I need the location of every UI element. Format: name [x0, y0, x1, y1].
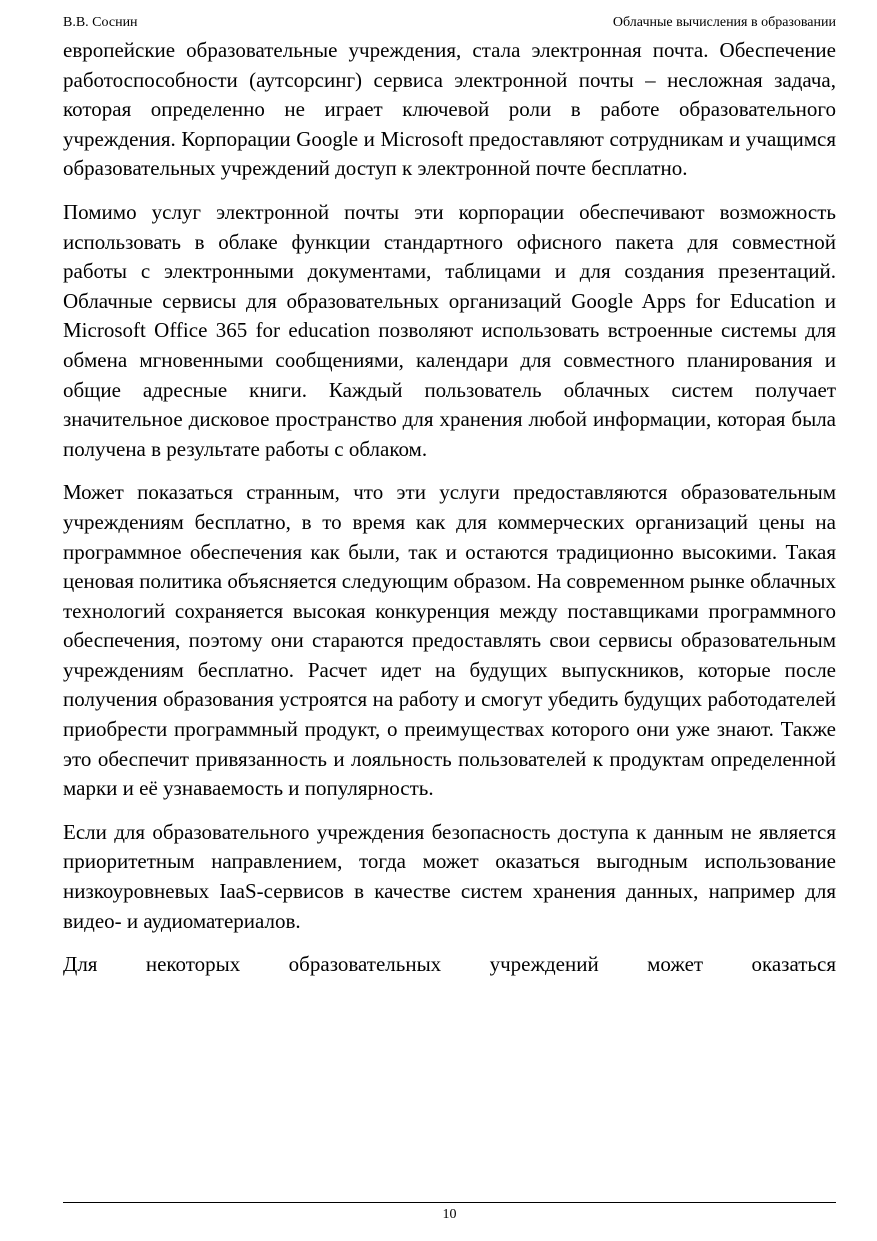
header-title: Облачные вычисления в образовании [612, 15, 836, 30]
footer-divider [63, 1202, 836, 1203]
paragraph-5: Для некоторых образовательных учреждений может оказаться [63, 952, 836, 977]
page-body [63, 36, 836, 994]
paragraph-3: Может показаться странным, что эти услуги предоставляются образовательным учреждениям бесплатно, в то время как для коммерческих организаций цены на программное обеспечения как были, так и остаются традиционно высокими. Такая ценовая политика объясняется следующим образом. На современном рынке облачных технологий сохраняется высокая конкуренция между поставщиками программного обеспечения, поэтому они стараются предоставлять свои сервисы образовательным учреждениям бесплатно. Расчет идет на будущих выпускников, которые после получения образования устроятся на работу и смогут убедить будущих работодателей приобрести программный продукт, о преимуществах которого они уже знают. Также это обеспечит привязанность и лояльность пользователей к продуктам определенной марки и её узнаваемость и популярность. [63, 480, 836, 801]
header-author: В.В. Соснин [63, 15, 138, 30]
running-header [63, 13, 836, 33]
paragraph-1: европейские образовательные учреждения, стала электронная почта. Обеспечение работоспособности (аутсорсинг) сервиса электронной почты – несложная задача, которая определенно не играет ключевой роли в работе образовательного учреждения. Корпорации Google и Microsoft предоставляют сотрудникам и учащимся образовательных учреждений доступ к электронной почте бесплатно. [63, 38, 836, 181]
paragraph-4: Если для образовательного учреждения безопасность доступа к данным не является приоритетным направлением, тогда может оказаться выгодным использование низкоуровневых IaaS-сервисов в качестве систем хранения данных, например для видео- и аудиоматериалов. [63, 819, 836, 933]
page-number: 10 [442, 1207, 457, 1222]
paragraph-2: Помимо услуг электронной почты эти корпорации обеспечивают возможность использовать в облаке функции стандартного офисного пакета для совместной работы с электронными документами, таблицами и для создания презентаций. Облачные сервисы для образовательных организаций Google Apps for Education и Microsoft Office 365 for education позволяют использовать встроенные системы для обмена мгновенными сообщениями, календари для совместного планирования и общие адресные книги. Каждый пользователь облачных систем получает значительное дисковое пространство для хранения любой информации, которая была получена в результате работы с облаком. [63, 199, 836, 461]
